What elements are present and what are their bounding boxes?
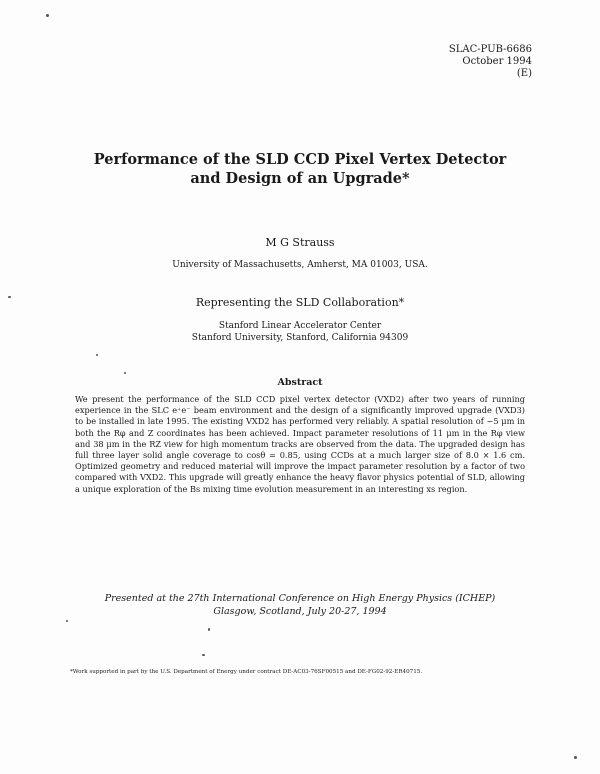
report-date: October 1994	[462, 56, 532, 67]
scan-speck	[46, 14, 49, 17]
paper-title	[60, 150, 540, 188]
title-line-2: and Design of an Upgrade*	[190, 170, 410, 187]
scan-speck	[208, 628, 210, 631]
report-category: (E)	[516, 68, 532, 79]
scan-speck	[202, 654, 205, 656]
abstract-heading: Abstract	[277, 377, 323, 388]
author-name: M G Strauss	[265, 236, 335, 249]
scan-speck	[8, 296, 11, 298]
report-number: SLAC-PUB-6686	[448, 44, 532, 55]
institution-block	[0, 320, 600, 344]
author-affiliation: University of Massachusetts, Amherst, MA 01003, USA.	[172, 260, 428, 270]
institution-name: Stanford Linear Accelerator Center	[218, 321, 382, 331]
scan-speck	[574, 756, 577, 759]
scan-speck	[124, 372, 126, 374]
title-line-1: Performance of the SLD CCD Pixel Vertex Detector	[93, 151, 507, 168]
abstract-body: We present the performance of the SLD CCD pixel vertex detector (VXD2) after two years of running experience in the SLC e⁺e⁻ beam environment and the design of a significantly improved upgrade (VXD3) to be installed in late 1995. The existing VXD2 has performed very reliably. A spatial resolution of ~5 μm in both the Rφ and Z coordinates has been achieved. Impact parameter resolutions of 11 μm in the Rφ view and 38 μm in the RZ view for high momentum tracks are observed from the data. The upgraded design has full three layer solid angle coverage to cosθ = 0.85, using CCDs at a much larger size of 8.0 × 1.6 cm. Optimized geometry and reduced material will improve the impact parameter resolution by a factor of two compared with VXD2. This upgrade will greatly enhance the heavy flavor physics potential of SLD, allowing a unique exploration of the Bs mixing time evolution measurement in an interesting xs region.	[75, 394, 525, 494]
funding-footnote: *Work supported in part by the U.S. Department of Energy under contract DE-AC03-76SF00515 and DE-FG02-92-ER40715.	[70, 669, 423, 675]
conference-note	[0, 592, 600, 618]
institution-address: Stanford University, Stanford, California 94309	[191, 333, 409, 343]
scan-speck	[96, 354, 98, 356]
report-identifier	[449, 44, 532, 80]
scan-speck	[66, 620, 68, 622]
conference-line-2: Glasgow, Scotland, July 20-27, 1994	[213, 606, 387, 617]
conference-line-1: Presented at the 27th International Conference on High Energy Physics (ICHEP)	[104, 593, 496, 604]
collaboration-note: Representing the SLD Collaboration*	[195, 296, 405, 309]
